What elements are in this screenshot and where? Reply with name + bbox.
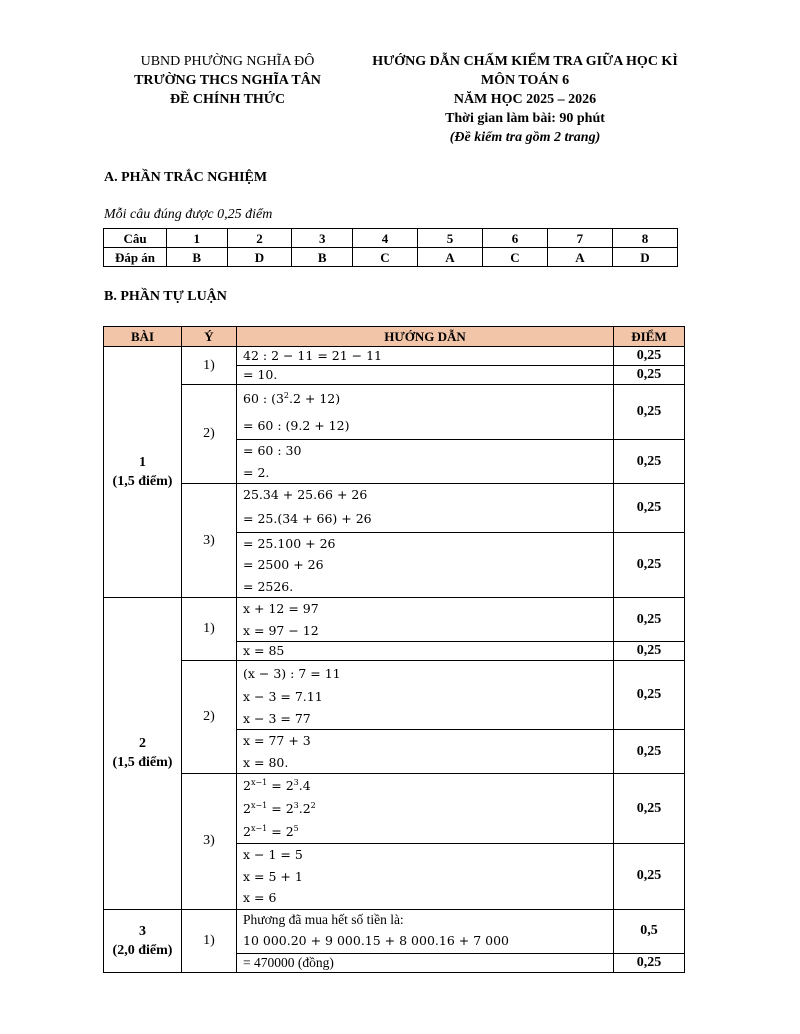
guide-cell bbox=[237, 661, 614, 730]
y-label: 1) bbox=[182, 347, 237, 385]
math-line: x = 5 + 1 bbox=[243, 868, 303, 884]
bai-number: 2 bbox=[139, 736, 146, 752]
answer-cell: D bbox=[612, 248, 677, 267]
guide-cell bbox=[237, 598, 614, 642]
guide-cell bbox=[237, 484, 614, 533]
guide-cell bbox=[237, 642, 614, 661]
table-row bbox=[104, 661, 685, 730]
table-row bbox=[104, 385, 685, 440]
score-cell: 0,25 bbox=[614, 844, 685, 910]
bai-number: 1 bbox=[139, 455, 146, 470]
math-line: x = 85 bbox=[243, 643, 285, 658]
answer-cell: A bbox=[547, 248, 612, 267]
y-label: 2) bbox=[182, 385, 237, 484]
score-cell: 0,25 bbox=[614, 598, 685, 642]
bai-1-cell bbox=[104, 347, 182, 598]
math-line: $2^{x-1} = 2^3.4$ bbox=[243, 777, 311, 793]
bai-points: (2,0 điểm) bbox=[112, 942, 173, 958]
score-cell: 0,25 bbox=[614, 661, 685, 730]
scoring-note: Mỗi câu đúng được 0,25 điểm bbox=[104, 207, 273, 222]
guide-cell bbox=[237, 909, 614, 953]
math-line: x = 77 + 3 bbox=[243, 733, 311, 748]
y-label: 3) bbox=[182, 484, 237, 598]
question-number: 4 bbox=[352, 229, 417, 248]
guide-cell bbox=[237, 347, 614, 366]
section-a-title: A. PHẦN TRẮC NGHIỆM bbox=[104, 170, 268, 185]
math-line: 42 : 2 − 11 = 21 − 11 bbox=[243, 348, 382, 363]
answer-cell: C bbox=[352, 248, 417, 267]
score-cell: 0,25 bbox=[614, 484, 685, 533]
math-line: = 2526. bbox=[243, 578, 294, 594]
table-row bbox=[104, 598, 685, 642]
score-cell: 0,25 bbox=[614, 347, 685, 366]
question-number: 3 bbox=[292, 229, 353, 248]
guide-cell bbox=[237, 385, 614, 440]
duration: Thời gian làm bài: 90 phút bbox=[445, 111, 605, 126]
question-number: 5 bbox=[417, 229, 482, 248]
answer-row bbox=[104, 248, 678, 267]
score-cell: 0,25 bbox=[614, 440, 685, 484]
table-row bbox=[104, 774, 685, 844]
score-cell: 0,5 bbox=[614, 909, 685, 953]
math-line: = 2. bbox=[243, 464, 270, 480]
math-line: = 60 : (9.2 + 12) bbox=[243, 418, 350, 433]
question-label: Câu bbox=[104, 229, 167, 248]
bai-points: (1,5 điểm) bbox=[112, 755, 173, 771]
math-line: x = 6 bbox=[243, 890, 277, 905]
text-line: = 470000 (đồng) bbox=[243, 954, 334, 970]
score-cell: 0,25 bbox=[614, 366, 685, 385]
math-line: = 25.(34 + 66) + 26 bbox=[243, 510, 372, 526]
answer-cell: B bbox=[292, 248, 353, 267]
answer-cell: C bbox=[482, 248, 547, 267]
doc-title: HƯỚNG DẪN CHẤM KIỂM TRA GIỮA HỌC KÌ bbox=[372, 54, 678, 69]
question-number: 6 bbox=[482, 229, 547, 248]
question-number: 8 bbox=[612, 229, 677, 248]
score-cell: 0,25 bbox=[614, 774, 685, 844]
exam-header bbox=[355, 52, 695, 147]
school-year: NĂM HỌC 2025 – 2026 bbox=[453, 92, 597, 107]
table-row bbox=[104, 347, 685, 366]
answer-cell: B bbox=[167, 248, 228, 267]
page-count: (Đề kiểm tra gồm 2 trang) bbox=[449, 130, 601, 145]
math-line: x + 12 = 97 bbox=[243, 601, 319, 616]
math-line: = 10. bbox=[243, 367, 278, 382]
score-cell: 0,25 bbox=[614, 532, 685, 598]
table-row bbox=[104, 484, 685, 533]
answer-cell: D bbox=[227, 248, 292, 267]
section-b-title: B. PHẦN TỰ LUẬN bbox=[104, 289, 227, 304]
multiple-choice-table bbox=[103, 228, 678, 267]
math-line: x = 97 − 12 bbox=[243, 622, 319, 638]
guide-cell bbox=[237, 440, 614, 484]
answer-label: Đáp án bbox=[104, 248, 167, 267]
math-line: 25.34 + 25.66 + 26 bbox=[243, 487, 368, 502]
math-line: x − 3 = 7.11 bbox=[243, 689, 323, 704]
math-line: = 60 : 30 bbox=[243, 443, 302, 458]
school-name: TRƯỜNG THCS NGHĨA TÂN bbox=[134, 73, 321, 88]
question-number: 1 bbox=[167, 229, 228, 248]
math-line: x − 1 = 5 bbox=[243, 847, 303, 862]
bai-points: (1,5 điểm) bbox=[112, 474, 173, 489]
question-number: 2 bbox=[227, 229, 292, 248]
y-label: 3) bbox=[182, 774, 237, 910]
math-line: (x − 3) : 7 = 11 bbox=[243, 666, 341, 681]
y-label: 1) bbox=[182, 598, 237, 661]
school-header bbox=[100, 52, 355, 109]
question-number: 7 bbox=[547, 229, 612, 248]
math-line: x − 3 = 77 bbox=[243, 710, 311, 726]
math-line: 10 000.20 + 9 000.15 + 8 000.16 + 7 000 bbox=[243, 932, 509, 948]
header-y: Ý bbox=[182, 327, 237, 347]
table-row bbox=[104, 909, 685, 953]
math-line: = 2500 + 26 bbox=[243, 557, 324, 572]
header-bai: BÀI bbox=[104, 327, 182, 347]
math-line: x = 80. bbox=[243, 754, 289, 770]
table-header bbox=[104, 327, 685, 347]
text-line: Phương đã mua hết số tiền là: bbox=[243, 911, 404, 927]
header-diem: ĐIỂM bbox=[614, 327, 685, 347]
subject: MÔN TOÁN 6 bbox=[480, 73, 570, 88]
score-cell: 0,25 bbox=[614, 953, 685, 972]
bai-number: 3 bbox=[139, 923, 146, 939]
math-line: $2^{x-1} = 2^5$ bbox=[243, 823, 299, 839]
math-line: $2^{x-1} = 2^3.2^2$ bbox=[243, 800, 316, 816]
score-cell: 0,25 bbox=[614, 730, 685, 774]
guide-cell bbox=[237, 730, 614, 774]
guide-cell bbox=[237, 774, 614, 844]
guide-cell bbox=[237, 953, 614, 972]
guide-cell bbox=[237, 844, 614, 910]
y-label: 2) bbox=[182, 661, 237, 774]
score-cell: 0,25 bbox=[614, 385, 685, 440]
math-line: 60 : $(3^2.2 + 12)$ bbox=[243, 390, 341, 406]
guide-cell bbox=[237, 366, 614, 385]
score-cell: 0,25 bbox=[614, 642, 685, 661]
y-label: 1) bbox=[182, 909, 237, 972]
answer-cell: A bbox=[417, 248, 482, 267]
math-line: = 25.100 + 26 bbox=[243, 535, 336, 551]
essay-grading-table bbox=[103, 326, 685, 973]
guide-cell bbox=[237, 532, 614, 598]
question-row bbox=[104, 229, 678, 248]
header-huong-dan: HƯỚNG DẪN bbox=[237, 327, 614, 347]
bai-2-cell bbox=[104, 598, 182, 910]
bai-3-cell bbox=[104, 909, 182, 972]
official-label: ĐỀ CHÍNH THỨC bbox=[169, 92, 286, 107]
ward-name: UBND PHƯỜNG NGHĨA ĐÔ bbox=[140, 54, 315, 69]
